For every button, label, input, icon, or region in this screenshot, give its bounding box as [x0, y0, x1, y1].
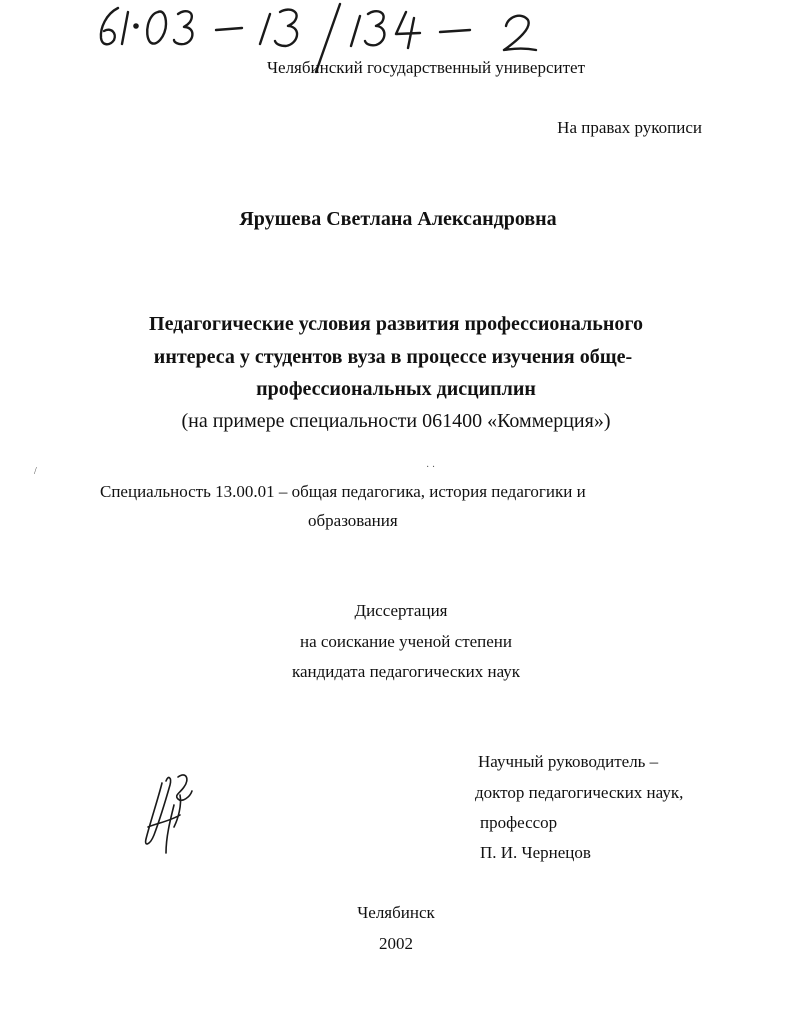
- dissertation-title-line-3: профессиональных дисциплин: [256, 378, 536, 400]
- advisor-rank: профессор: [480, 813, 558, 832]
- scan-speck: · ·: [426, 462, 436, 473]
- specialty-line-2: образования: [308, 511, 398, 530]
- advisor-degree: доктор педагогических наук,: [475, 783, 684, 802]
- advisor-role: Научный руководитель –: [478, 752, 659, 771]
- dissertation-degree: кандидата педагогических наук: [291, 662, 521, 681]
- dissertation-title-line-1: Педагогические условия развития профессионального: [149, 313, 643, 335]
- signature-image: [140, 765, 200, 865]
- advisor-name: П. И. Чернецов: [480, 843, 591, 862]
- city: Челябинск: [357, 903, 435, 922]
- dissertation-title-line-2: интереса у студентов вуза в процессе изучения обще-: [153, 346, 633, 368]
- dissertation-type: Диссертация: [354, 601, 448, 620]
- manuscript-rights-note: На правах рукописи: [557, 118, 702, 137]
- specialty-line-1: Специальность 13.00.01 – общая педагогика, история педагогики и: [100, 482, 586, 501]
- year: 2002: [379, 934, 413, 953]
- scan-speck: /: [34, 466, 37, 477]
- author-name: Ярушева Светлана Александровна: [239, 208, 557, 230]
- dissertation-subtitle: (на примере специальности 061400 «Коммерция»): [181, 410, 611, 432]
- university-name: Челябинский государственный университет: [266, 58, 586, 77]
- dissertation-purpose: на соискание ученой степени: [299, 632, 513, 651]
